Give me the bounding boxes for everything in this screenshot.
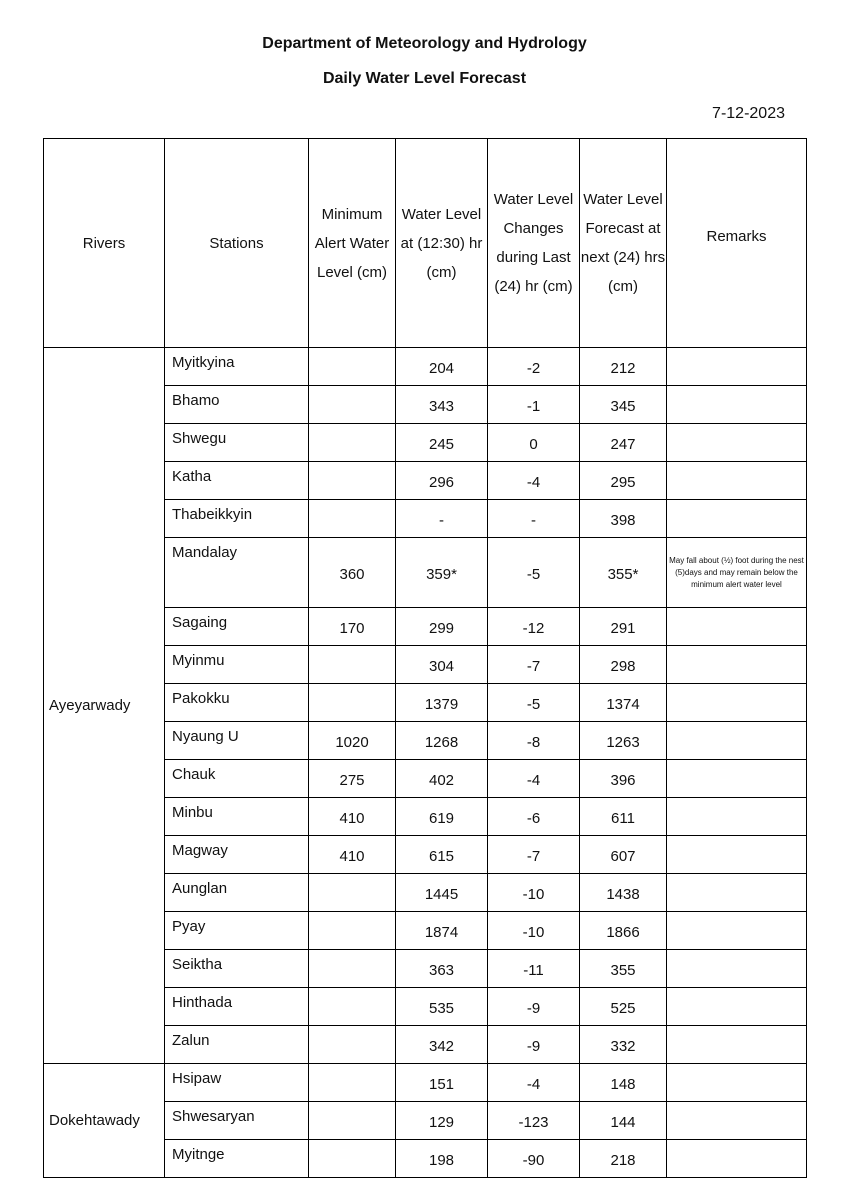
remarks-cell (667, 912, 807, 950)
station-name: Katha (165, 462, 309, 500)
level-change-cell: -8 (488, 722, 580, 760)
level-change-cell: - (488, 500, 580, 538)
remarks-cell (667, 798, 807, 836)
col-header-min-alert: Minimum Alert Water Level (cm) (309, 139, 396, 348)
water-level-cell: 129 (396, 1102, 488, 1140)
remarks-cell (667, 988, 807, 1026)
alert-level-cell (309, 424, 396, 462)
forecast-cell: 298 (580, 646, 667, 684)
forecast-cell: 247 (580, 424, 667, 462)
remarks-cell (667, 684, 807, 722)
level-change-cell: -10 (488, 912, 580, 950)
station-name: Sagaing (165, 608, 309, 646)
alert-level-cell: 410 (309, 836, 396, 874)
col-header-water-level: Water Level at (12:30) hr (cm) (396, 139, 488, 348)
remarks-cell (667, 1026, 807, 1064)
remarks-cell (667, 608, 807, 646)
water-level-cell: 343 (396, 386, 488, 424)
col-header-rivers: Rivers (44, 139, 165, 348)
river-name: Dokehtawady (44, 1064, 165, 1178)
col-header-remarks: Remarks (667, 139, 807, 348)
level-change-cell: -90 (488, 1140, 580, 1178)
table-header-row (44, 139, 807, 348)
level-change-cell: -5 (488, 538, 580, 608)
level-change-cell: 0 (488, 424, 580, 462)
water-level-table (43, 138, 807, 1178)
table-row (44, 348, 807, 386)
forecast-cell: 291 (580, 608, 667, 646)
alert-level-cell (309, 500, 396, 538)
table-row (44, 1064, 807, 1102)
remarks-cell (667, 1102, 807, 1140)
station-name: Pakokku (165, 684, 309, 722)
forecast-cell: 355* (580, 538, 667, 608)
water-level-cell: 619 (396, 798, 488, 836)
station-name: Thabeikkyin (165, 500, 309, 538)
water-level-cell: 204 (396, 348, 488, 386)
water-level-cell: 535 (396, 988, 488, 1026)
forecast-cell: 1263 (580, 722, 667, 760)
alert-level-cell (309, 874, 396, 912)
col-header-changes: Water Level Changes during Last (24) hr (cm) (488, 139, 580, 348)
col-header-forecast: Water Level Forecast at next (24) hrs (cm) (580, 139, 667, 348)
alert-level-cell (309, 950, 396, 988)
level-change-cell: -11 (488, 950, 580, 988)
station-name: Seiktha (165, 950, 309, 988)
remarks-cell (667, 722, 807, 760)
alert-level-cell (309, 912, 396, 950)
station-name: Magway (165, 836, 309, 874)
water-level-cell: 299 (396, 608, 488, 646)
remarks-cell (667, 1140, 807, 1178)
station-name: Minbu (165, 798, 309, 836)
alert-level-cell (309, 684, 396, 722)
station-name: Chauk (165, 760, 309, 798)
forecast-cell: 345 (580, 386, 667, 424)
remarks-cell (667, 386, 807, 424)
level-change-cell: -9 (488, 1026, 580, 1064)
level-change-cell: -12 (488, 608, 580, 646)
station-name: Zalun (165, 1026, 309, 1064)
remarks-cell (667, 950, 807, 988)
report-date: 7-12-2023 (712, 105, 785, 122)
water-level-cell: 363 (396, 950, 488, 988)
water-level-cell: - (396, 500, 488, 538)
forecast-cell: 295 (580, 462, 667, 500)
level-change-cell: -7 (488, 836, 580, 874)
water-level-cell: 296 (396, 462, 488, 500)
forecast-cell: 148 (580, 1064, 667, 1102)
remarks-cell: May fall about (½) foot during the nest (5)days and may remain below the minimum alert water level (667, 538, 807, 608)
remarks-cell (667, 500, 807, 538)
alert-level-cell (309, 1102, 396, 1140)
water-level-cell: 1445 (396, 874, 488, 912)
remarks-cell (667, 874, 807, 912)
alert-level-cell (309, 348, 396, 386)
water-level-cell: 245 (396, 424, 488, 462)
level-change-cell: -123 (488, 1102, 580, 1140)
water-level-cell: 151 (396, 1064, 488, 1102)
alert-level-cell (309, 462, 396, 500)
level-change-cell: -4 (488, 760, 580, 798)
alert-level-cell: 1020 (309, 722, 396, 760)
level-change-cell: -4 (488, 462, 580, 500)
water-level-cell: 1268 (396, 722, 488, 760)
alert-level-cell (309, 1064, 396, 1102)
forecast-cell: 396 (580, 760, 667, 798)
forecast-cell: 398 (580, 500, 667, 538)
level-change-cell: -9 (488, 988, 580, 1026)
forecast-cell: 332 (580, 1026, 667, 1064)
alert-level-cell (309, 386, 396, 424)
water-level-cell: 402 (396, 760, 488, 798)
station-name: Bhamo (165, 386, 309, 424)
water-level-cell: 1379 (396, 684, 488, 722)
station-name: Shwegu (165, 424, 309, 462)
forecast-cell: 144 (580, 1102, 667, 1140)
station-name: Myitnge (165, 1140, 309, 1178)
col-header-stations: Stations (165, 139, 309, 348)
station-name: Aunglan (165, 874, 309, 912)
forecast-cell: 212 (580, 348, 667, 386)
station-name: Mandalay (165, 538, 309, 608)
station-name: Pyay (165, 912, 309, 950)
water-level-cell: 198 (396, 1140, 488, 1178)
alert-level-cell (309, 1140, 396, 1178)
station-name: Hsipaw (165, 1064, 309, 1102)
level-change-cell: -5 (488, 684, 580, 722)
remarks-cell (667, 646, 807, 684)
water-level-cell: 1874 (396, 912, 488, 950)
remarks-cell (667, 424, 807, 462)
alert-level-cell: 360 (309, 538, 396, 608)
table-body (44, 348, 807, 1178)
water-level-cell: 304 (396, 646, 488, 684)
alert-level-cell (309, 646, 396, 684)
alert-level-cell (309, 1026, 396, 1064)
forecast-cell: 218 (580, 1140, 667, 1178)
remarks-cell (667, 1064, 807, 1102)
alert-level-cell (309, 988, 396, 1026)
alert-level-cell: 410 (309, 798, 396, 836)
report-title: Daily Water Level Forecast (322, 70, 527, 87)
forecast-cell: 1438 (580, 874, 667, 912)
level-change-cell: -6 (488, 798, 580, 836)
river-name: Ayeyarwady (44, 348, 165, 1064)
level-change-cell: -4 (488, 1064, 580, 1102)
forecast-cell: 355 (580, 950, 667, 988)
department-title: Department of Meteorology and Hydrology (262, 35, 587, 52)
forecast-cell: 525 (580, 988, 667, 1026)
station-name: Myitkyina (165, 348, 309, 386)
remarks-cell (667, 836, 807, 874)
alert-level-cell: 275 (309, 760, 396, 798)
remarks-cell (667, 462, 807, 500)
forecast-cell: 611 (580, 798, 667, 836)
forecast-cell: 1374 (580, 684, 667, 722)
alert-level-cell: 170 (309, 608, 396, 646)
water-level-cell: 615 (396, 836, 488, 874)
station-name: Myinmu (165, 646, 309, 684)
level-change-cell: -1 (488, 386, 580, 424)
station-name: Nyaung U (165, 722, 309, 760)
level-change-cell: -2 (488, 348, 580, 386)
remarks-cell (667, 760, 807, 798)
forecast-cell: 1866 (580, 912, 667, 950)
level-change-cell: -7 (488, 646, 580, 684)
forecast-cell: 607 (580, 836, 667, 874)
remarks-cell (667, 348, 807, 386)
water-level-cell: 359* (396, 538, 488, 608)
level-change-cell: -10 (488, 874, 580, 912)
station-name: Shwesaryan (165, 1102, 309, 1140)
water-level-cell: 342 (396, 1026, 488, 1064)
station-name: Hinthada (165, 988, 309, 1026)
